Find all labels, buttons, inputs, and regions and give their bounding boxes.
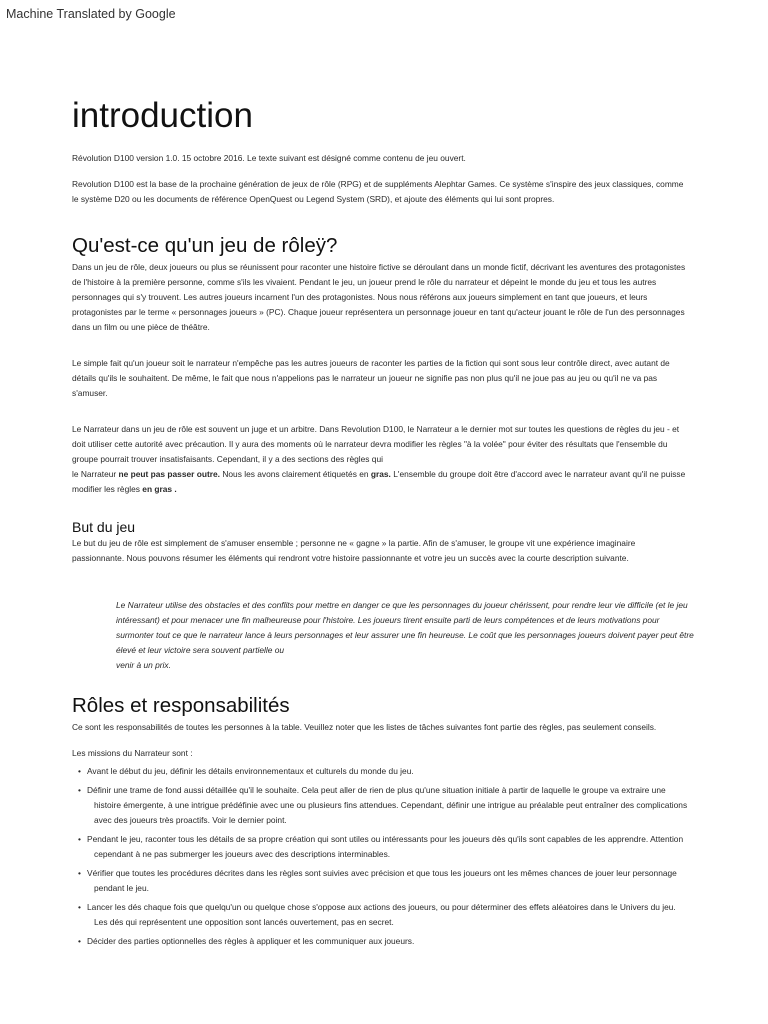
list-item: • Avant le début du jeu, définir les détails environnementaux et culturels du monde du jeu. [72,764,688,779]
machine-translation-banner: Machine Translated by Google [6,7,176,21]
rpg-p3-text-c: Nous les avons clairement étiquetés en [220,469,371,479]
bullet-icon: • [78,766,81,776]
rpg-p3-text-b: le Narrateur [72,469,119,479]
rpg-p3-text-a: Le Narrateur dans un jeu de rôle est souvent un juge et un arbitre. Dans Revolution D100, le Narrateur a le dernier mot sur toutes les questions de règles du jeu - et doit utiliser cette autorité avec précaution. Il y aura des moments où le narrateur devra modifier les règles "à la volée" pour éviter des résultats que l'ensemble du groupe pourrait trouver insatisfaisants. Cependant, il y a des sections des règles qui [72,424,680,464]
narrator-quote [116,598,696,673]
list-item: • Décider des parties optionnelles des règles à appliquer et les communiquer aux joueurs. [72,934,688,949]
bullet-icon: • [78,936,81,946]
list-item: • Pendant le jeu, raconter tous les détails de sa propre création qui sont utiles ou intéressants pour les joueurs dès qu'ils sont capables de les apprendre. Attention cependant à ne pas submerger les joueurs avec des descriptions interminables. [78,834,684,859]
intro-version-paragraph: Révolution D100 version 1.0. 15 octobre 2016. Le texte suivant est désigné comme contenu de jeu ouvert. [72,153,466,163]
heading-what-is-rpg: Qu'est-ce qu'un jeu de rôleÿ? [72,234,338,257]
rpg-paragraph-3 [72,422,688,497]
heading-introduction: introduction [72,96,253,135]
rpg-p3-bold-2: gras. [370,469,391,479]
bullet-icon: • [78,834,81,844]
quote-text-a: Le Narrateur utilise des obstacles et des conflits pour mettre en danger ce que les personnages du joueur chérissent, pour rendre leur vie difficile (et le jeu intéressant) et pour menacer une fin malheureuse pour l'histoire. Les joueurs tirent ensuite parti de leurs compétences et de leurs motivations pour surmonter tout ce que le narrateur lance à leurs personnages et leur assurer une fin heureuse. Le coût que les personnages joueurs doivent payer peut être élevé et leur victoire sera souvent partielle ou [116,600,694,655]
heading-goal-of-game: But du jeu [72,519,136,535]
rpg-paragraph-2: Le simple fait qu'un joueur soit le narrateur n'empêche pas les autres joueurs de raconter les parties de la fiction qui sont sous leur contrôle direct, avec autant de détails qu'ils le souhaitent. De même, le fait que nous n'appelions pas le narrateur un joueur ne signifie pas non plus qu'il ne joue pas au jeu ou qu'il ne va pas s'amuser. [72,358,670,398]
rpg-p3-text-d: L'ensemble du groupe doit être d'accord avec le narrateur avant qu'il ne puisse modifier les règles [72,469,686,494]
roles-paragraph: Ce sont les responsabilités de toutes les personnes à la table. Veuillez noter que les listes de tâches suivantes font partie des règles, pas seulement conseils. [72,722,657,732]
quote-text-b: venir à un prix. [116,660,171,670]
list-item: • Vérifier que toutes les procédures décrites dans les règles sont suivies avec précision et que tous les joueurs ont les mêmes chances de jouer leur personnage pendant le jeu. [78,868,677,893]
list-item: • Lancer les dés chaque fois que quelqu'un ou quelque chose s'oppose aux actions des joueurs, ou pour déterminer des effets aléatoires dans le Univers du jeu. Les dés qui représentent une opposition sont lancés ouvertement, pas en secret. [78,902,676,927]
bullet-icon: • [78,902,81,912]
rpg-p3-bold-3: en gras . [142,484,177,494]
rpg-p3-bold-1: ne peut pas passer outre. [118,469,221,479]
rpg-paragraph-1: Dans un jeu de rôle, deux joueurs ou plus se réunissent pour raconter une histoire fictive se déroulant dans un monde fictif, décrivant les aventures des protagonistes de l'histoire à la première personne, comme s'ils les vivaient. Pendant le jeu, un joueur prend le rôle du narrateur et dépeint le monde du jeu et tous les autres personnages qui s'y trouvent. Les autres joueurs incarnent l'un des protagonistes. Nous nous référons aux joueurs simplement en tant que joueurs, et leurs protagonistes par le terme « personnages joueurs » (PC). Chaque joueur représentera un personnage joueur en tant qu'acteur jouant le rôle de l'un des personnages dans un film ou une pièce de théâtre. [72,262,686,332]
document-page [72,95,694,953]
goal-paragraph: Le but du jeu de rôle est simplement de s'amuser ensemble ; personne ne « gagne » la partie. Afin de s'amuser, le groupe vit une expérience imaginaire passionnante. Nous pouvons résumer les éléments qui rendront votre histoire passionnante et votre jeu un succès avec la courte description suivante. [72,538,636,563]
bullet-icon: • [78,785,81,795]
narrator-missions-list [72,764,688,949]
list-item: • Définir une trame de fond aussi détaillée qu'il le souhaite. Cela peut aller de rien de plus qu'une situation initiale à partir de laquelle le groupe va extraire une histoire émergente, à une intrigue prédéfinie avec une ou plusieurs fins attendues. Cependant, définir une intrigue au préalable peut entraîner des complications avec des joueurs très proactifs. Voir le dernier point. [78,785,688,825]
intro-description-paragraph: Revolution D100 est la base de la prochaine génération de jeux de rôle (RPG) et de suppléments Alephtar Games. Ce système s'inspire des jeux classiques, comme le système D20 ou les documents de référence OpenQuest ou Legend System (SRD), et ajoute des éléments qui lui sont propres. [72,179,684,204]
bullet-icon: • [78,868,81,878]
heading-roles-responsibilities: Rôles et responsabilités [72,694,290,717]
narrator-missions-label: Les missions du Narrateur sont : [72,748,193,758]
